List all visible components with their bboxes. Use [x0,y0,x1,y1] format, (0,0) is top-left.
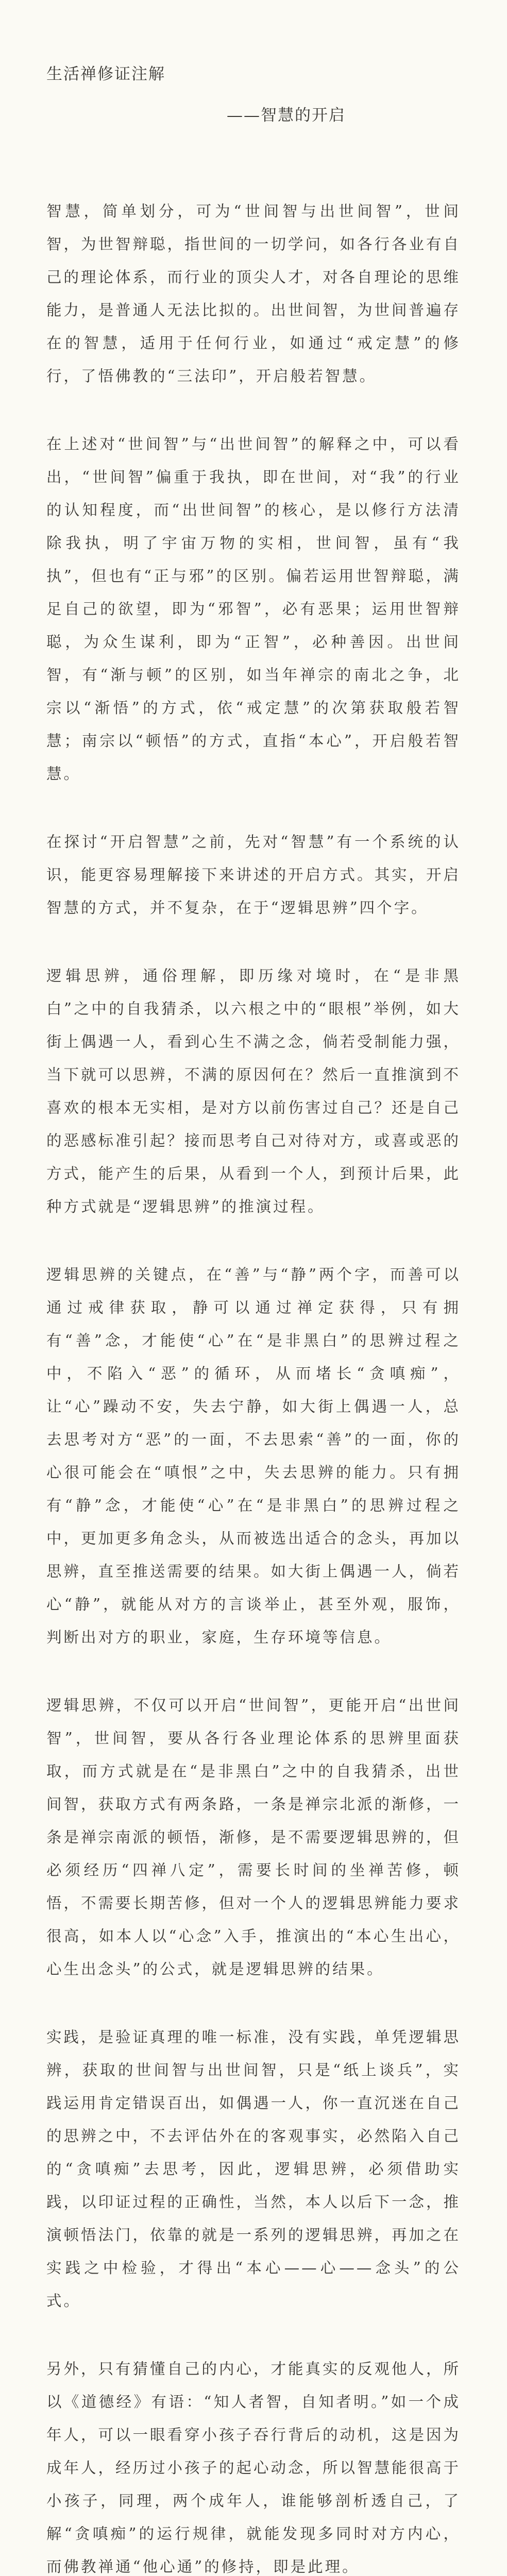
paragraph: 智慧，简单划分，可为“世间智与出世间智”，世间智，为世智辩聪，指世间的一切学问，如各行各业有自己的理论体系，而行业的顶尖人才，对各自理论的思维能力，是普通人无法比拟的。出世间智，为世间普遍存在的智慧，适用于任何行业，如通过“戒定慧”的修行，了悟佛教的“三法印”，开启般若智慧。 [46,202,461,385]
paragraph: 逻辑思辨，通俗理解，即历缘对境时，在“是非黑白”之中的自我猜杀，以六根之中的“眼根”举例，如大街上偶遇一人，看到心生不满之念，倘若受制能力强，当下就可以思辨，不满的原因何在？然后一直推演到不喜欢的根本无实相，是对方以前伤害过自己？还是自己的恶感标准引起？接而思考自己对待对方，或喜或恶的方式，能产生的后果，从看到一个人，到预计后果，此种方式就是“逻辑思辨”的推演过程。 [46,967,461,1215]
paragraph: 实践，是验证真理的唯一标准，没有实践，单凭逻辑思辨，获取的世间智与出世间智，只是“纸上谈兵”，实践运用肯定错误百出，如偶遇一人，你一直沉迷在自己的思辨之中，不去评估外在的客观事实，必然陷入自己的“贪嗔痴”去思考，因此，逻辑思辨，必须借助实践，以印证过程的正确性，当然，本人以后下一念，推演顿悟法门，依靠的就是一系列的逻辑思辨，再加之在实践之中检验，才得出“本心——心——念头”的公式。 [46,2028,461,2310]
paragraph: 逻辑思辨，不仅可以开启“世间智”，更能开启“出世间智”，世间智，要从各行各业理论体系的思辨里面获取，而方式就是在“是非黑白”之中的自我猜杀，出世间智，获取方式有两条路，一条是禅宗北派的渐修，一条是禅宗南派的顿悟，渐修，是不需要逻辑思辨的，但必须经历“四禅八定”，需要长时间的坐禅苦修，顿悟，不需要长期苦修，但对一个人的逻辑思辨能力要求很高，如本人以“心念”入手，推演出的“本心生出心，心生出念头”的公式，就是逻辑思辨的结果。 [46,1697,461,1978]
paragraph: 在探讨“开启智慧”之前，先对“智慧”有一个系统的认识，能更容易理解接下来讲述的开启方式。其实，开启智慧的方式，并不复杂，在于“逻辑思辨”四个字。 [46,833,461,917]
article-subtitle: ——智慧的开启 [227,106,346,125]
paragraph: 另外，只有猜懂自己的内心，才能真实的反观他人，所以《道德经》有语：“知人者智，自知者明。”如一个成年人，可以一眼看穿小孩子吞行背后的动机，这是因为成年人，经历过小孩子的起心动念，所以智慧能很高于小孩子，同理，两个成年人，谁能够剖析透自己，了解“贪嗔痴”的运行规律，就能发现多同时对方内心，而佛教禅通“他心通”的修持，即是此理。 [46,2360,461,2575]
article-title: 生活禅修证注解 [46,65,165,83]
article-body [46,195,461,2576]
paragraph: 在上述对“世间智”与“出世间智”的解释之中，可以看出，“世间智”偏重于我执，即在世间，对“我”的行业的认知程度，而“出世间智”的核心，是以修行方法清除我执，明了宇宙万物的实相，世间智，虽有“我执”，但也有“正与邪”的区别。偏若运用世智辩聪，满足自己的欲望，即为“邪智”，必有恶果；运用世智辩聪，为众生谋利，即为“正智”，必种善因。出世间智，有“渐与顿”的区别，如当年禅宗的南北之争，北宗以“渐悟”的方式，依“戒定慧”的次第获取般若智慧；南宗以“顿悟”的方式，直指“本心”，开启般若智慧。 [46,435,461,783]
paragraph: 逻辑思辨的关键点，在“善”与“静”两个字，而善可以通过戒律获取，静可以通过禅定获得，只有拥有“善”念，才能使“心”在“是非黑白”的思辨过程之中，不陷入“恶”的循环，从而堵长“贪嗔痴”，让“心”躁动不安，失去宁静，如大街上偶遇一人，总去思考对方“恶”的一面，不去思索“善”的一面，你的心很可能会在“嗔恨”之中，失去思辨的能力。只有拥有“静”念，才能使“心”在“是非黑白”的思辨过程之中，更加更多角念头，从而被选出适合的念头，再加以思辨，直至推送需要的结果。如大街上偶遇一人，倘若心“静”，就能从对方的言谈举止，甚至外观，服饰，判断出对方的职业，家庭，生存环境等信息。 [46,1266,461,1646]
